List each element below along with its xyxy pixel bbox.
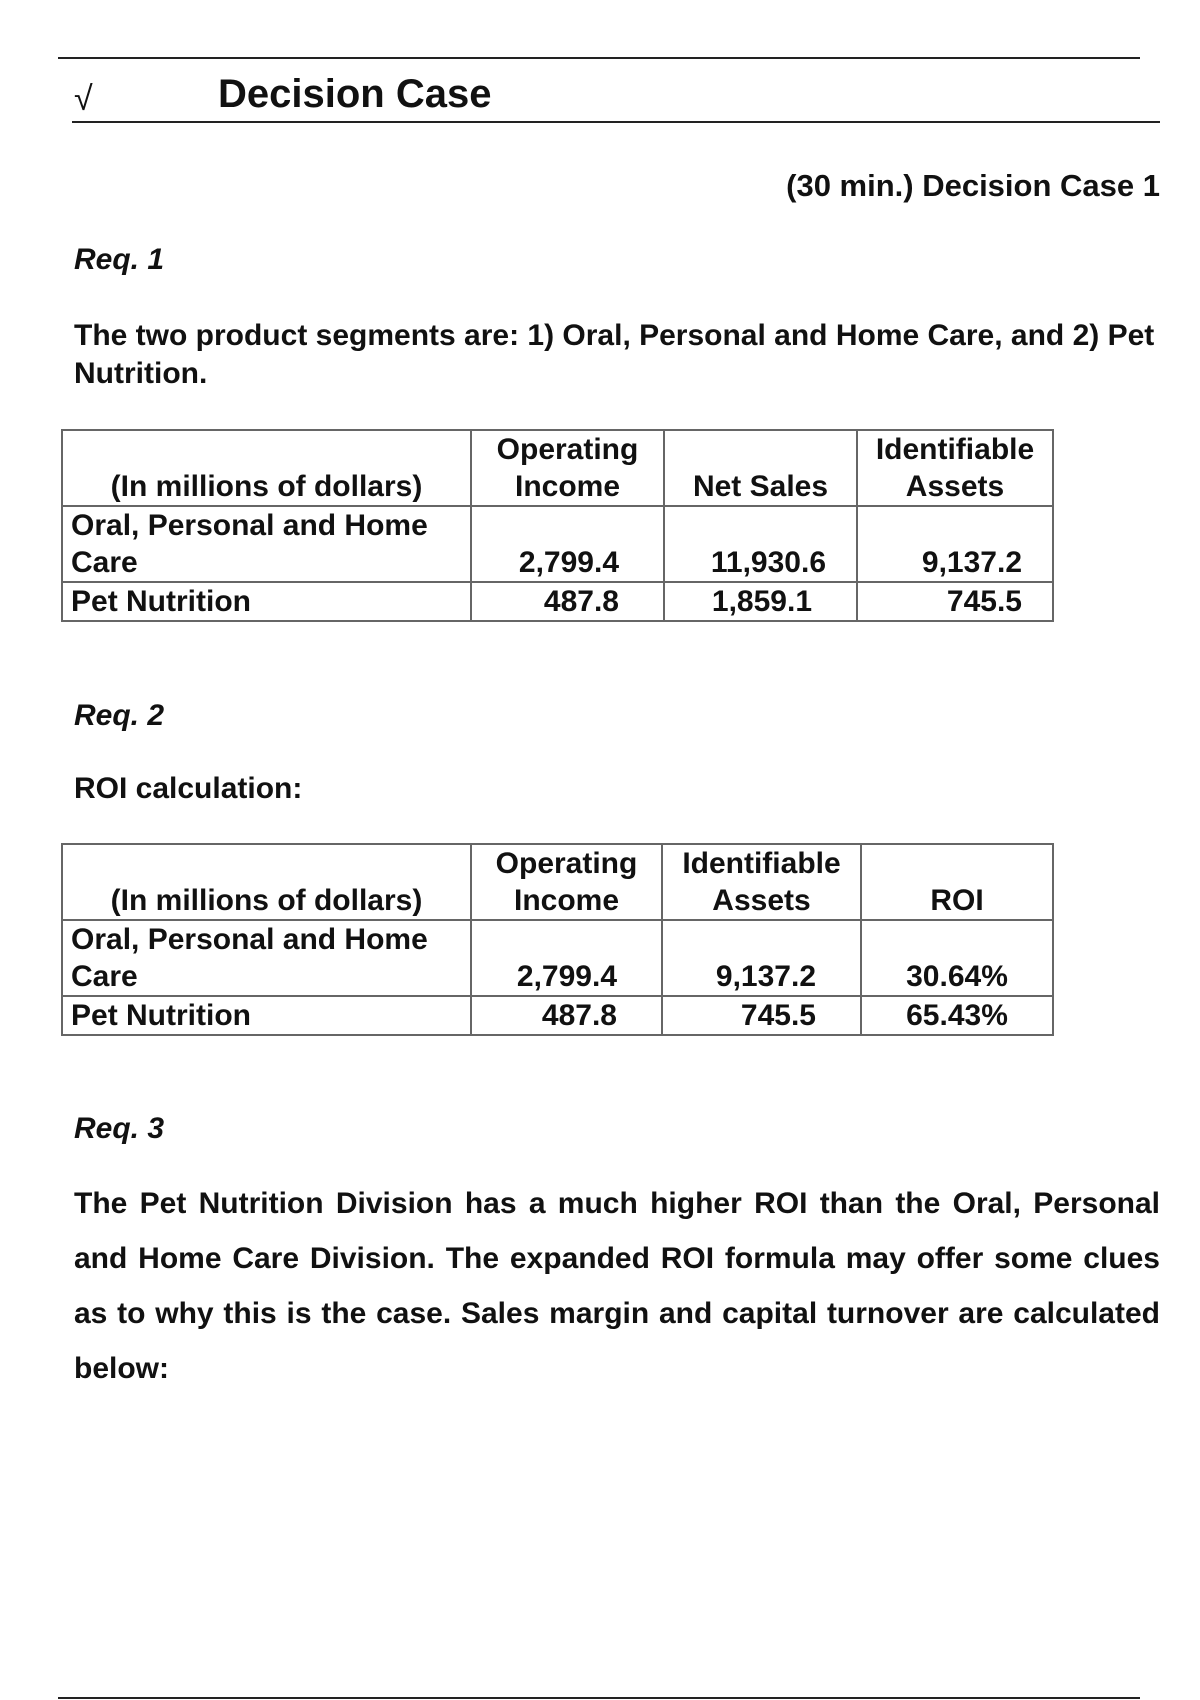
table-header-row: [62, 844, 1053, 920]
segment-label: Pet Nutrition: [62, 996, 471, 1035]
bottom-rule: [58, 1697, 1140, 1699]
table-cell: 9,137.2: [662, 920, 861, 996]
table-row: [62, 996, 1053, 1035]
segment-label: Oral, Personal and Home Care: [62, 506, 471, 582]
table-cell: 745.5: [857, 582, 1053, 621]
table-row: [62, 920, 1053, 996]
req1-text: The two product segments are: 1) Oral, Personal and Home Care, and 2) Pet Nutrition.: [74, 319, 1155, 390]
column-header: Identifiable Assets: [662, 844, 861, 920]
table-cell: 2,799.4: [471, 920, 662, 996]
table-cell: 487.8: [471, 582, 664, 621]
column-header: Net Sales: [664, 430, 857, 506]
req3-text: The Pet Nutrition Division has a much higher ROI than the Oral, Personal and Home Care Division. The expanded ROI formula may offer some clues as to why this is the case. Sales margin and capital turnover are calculated below:: [74, 1187, 1160, 1385]
segment-label: Oral, Personal and Home Care: [62, 920, 471, 996]
top-rule: [58, 57, 1140, 59]
req3-label: Req. 3: [74, 1112, 165, 1145]
page-title: Decision Case: [218, 72, 492, 116]
column-header: Operating Income: [471, 430, 664, 506]
column-header: (In millions of dollars): [62, 430, 471, 506]
title-underline: [72, 121, 1160, 123]
segment-label: Pet Nutrition: [62, 582, 471, 621]
column-header: Operating Income: [471, 844, 662, 920]
check-mark-icon: √: [74, 80, 93, 118]
roi-table: [61, 843, 1054, 1036]
table-row: [62, 506, 1053, 582]
table-cell: 9,137.2: [857, 506, 1053, 582]
case-tag: (30 min.) Decision Case 1: [786, 168, 1160, 203]
table-cell: 2,799.4: [471, 506, 664, 582]
column-header: (In millions of dollars): [62, 844, 471, 920]
req2-text: ROI calculation:: [74, 772, 303, 805]
table-cell: 745.5: [662, 996, 861, 1035]
column-header: Identifiable Assets: [857, 430, 1053, 506]
req1-label: Req. 1: [74, 243, 165, 276]
roi-value: 30.64%: [861, 920, 1053, 996]
roi-value: 65.43%: [861, 996, 1053, 1035]
req2-label: Req. 2: [74, 699, 165, 732]
segments-table: [61, 429, 1054, 622]
table-cell: 487.8: [471, 996, 662, 1035]
column-header: ROI: [861, 844, 1053, 920]
table-cell: 1,859.1: [664, 582, 857, 621]
table-header-row: [62, 430, 1053, 506]
table-cell: 11,930.6: [664, 506, 857, 582]
table-row: [62, 582, 1053, 621]
